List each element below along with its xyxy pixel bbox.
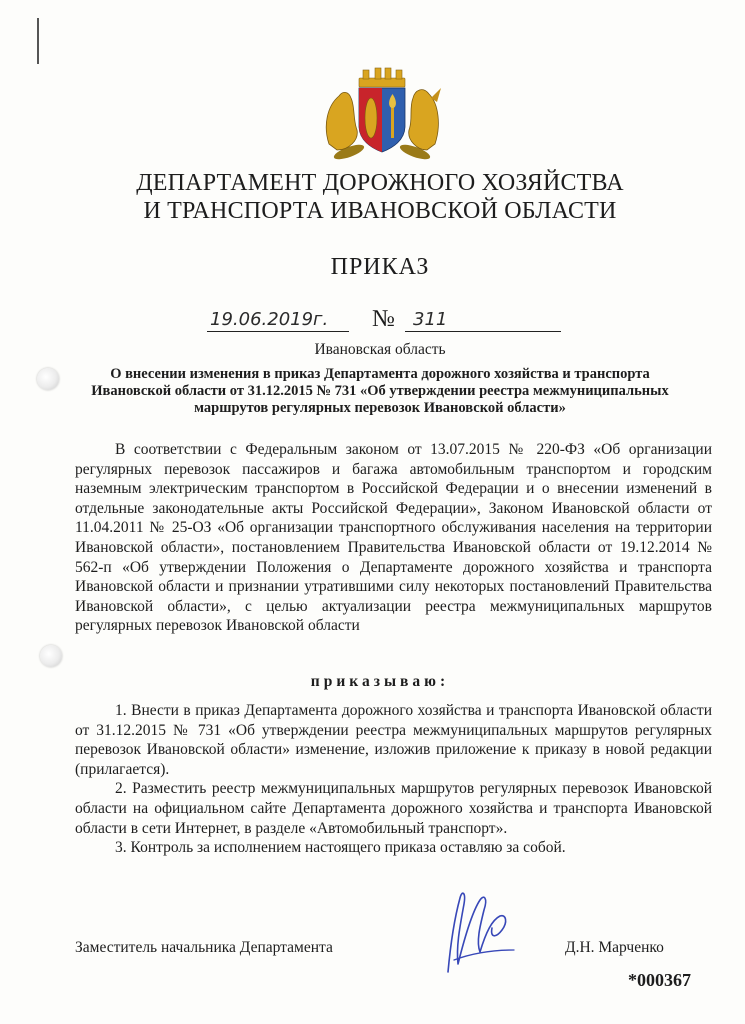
order-subject: О внесении изменения в приказ Департамента дорожного хозяйства и транспорта Ивановской области от 31.12.2015 № 731 «Об утверждении реестра межмуниципальных маршрутов регулярных перевозок Ивановской области» (91, 366, 669, 416)
signer-name: Д.Н. Марченко (565, 939, 664, 956)
order-items (75, 701, 712, 858)
department-name-line-2: И ТРАНСПОРТА ИВАНОВСКОЙ ОБЛАСТИ (143, 198, 617, 224)
order-item-2: 2. Разместить реестр межмуниципальных маршрутов регулярных перевозок Ивановской области на официальном сайте Департамента дорожного хозяйства и транспорта Ивановской области в сети Интернет, в разделе «Автомобильный транспорт». (75, 780, 712, 837)
document-type-title: ПРИКАЗ (330, 254, 430, 280)
order-item-1: 1. Внести в приказ Департамента дорожного хозяйства и транспорта Ивановской области от 31.12.2015 № 731 «Об утверждении реестра межмуниципальных маршрутов регулярных перевозок Ивановской области» изменение, изложив приложение к приказу в новой редакции (прилагается). (75, 702, 712, 778)
order-number: 311 (413, 309, 448, 330)
department-name-line-1: ДЕПАРТАМЕНТ ДОРОЖНОГО ХОЗЯЙСТВА (136, 170, 624, 196)
handwritten-signature-icon (430, 880, 525, 975)
signer-position: Заместитель начальника Департамента (75, 939, 333, 956)
preamble-paragraph: В соответствии с Федеральным законом от 13.07.2015 № 220-ФЗ «Об организации регулярных перевозок пассажиров и багажа автомобильным транспортом и городским наземным электрическим транспортом в Российской Федерации и о внесении изменений в отдельные законодательные акты Российской Федерации», Законом Ивановской области от 11.04.2011 № 25-ОЗ «Об организации транспортного обслуживания населения на территории Ивановской области», постановлением Правительства Ивановской области от 19.12.2014 № 562-п «Об утверждении Положения о Департаменте дорожного хозяйства и транспорта Ивановской области и признании утратившими силу некоторых постановлений Правительства Ивановской области», с целью актуализации реестра межмуниципальных маршрутов регулярных перевозок Ивановской области (75, 441, 712, 635)
order-item-3: 3. Контроль за исполнением настоящего приказа оставляю за собой. (115, 839, 566, 857)
serial-number: *000367 (628, 970, 691, 990)
place-of-issue: Ивановская область (314, 341, 446, 358)
ivanovo-coat-of-arms-icon (319, 64, 445, 164)
order-date: 19.06.2019г. (210, 309, 329, 330)
punch-hole (40, 645, 62, 667)
number-sign: № (372, 306, 395, 332)
margin-pencil-mark (37, 18, 39, 64)
decree-word: приказываю: (310, 673, 450, 690)
punch-hole (37, 368, 59, 390)
